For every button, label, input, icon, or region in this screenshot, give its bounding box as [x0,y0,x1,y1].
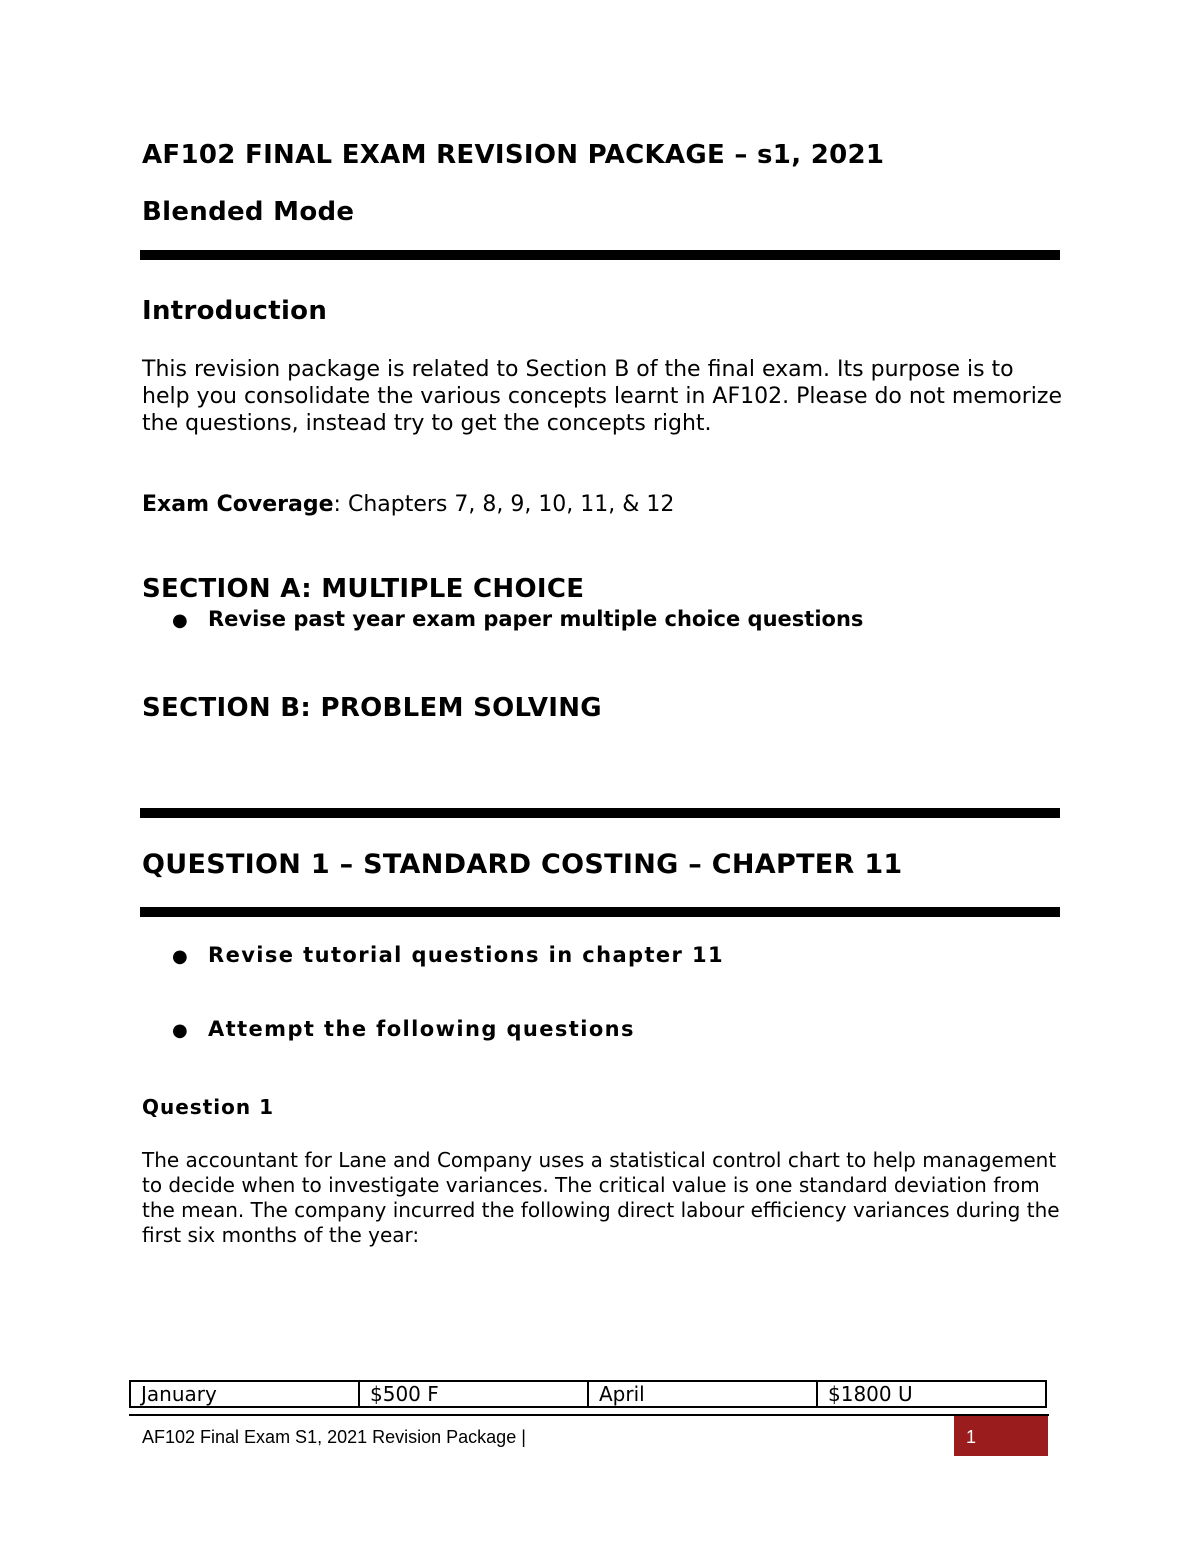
question-label: Question 1 [142,1095,274,1119]
table-cell: $500 F [359,1381,588,1407]
exam-coverage-label: Exam Coverage [142,492,334,517]
variance-table [129,1380,1047,1408]
question-bullet [172,943,724,967]
footer-divider [129,1414,1049,1416]
section-a-heading: SECTION A: MULTIPLE CHOICE [142,574,585,604]
bullet-text: Attempt the following questions [208,1017,635,1041]
table-cell: $1800 U [817,1381,1046,1407]
table-cell: January [130,1381,359,1407]
bullet-text: Revise tutorial questions in chapter 11 [208,943,725,967]
divider-rule [140,907,1060,917]
table-cell: April [588,1381,817,1407]
question-bullet [172,1017,635,1041]
page-number: 1 [966,1427,977,1447]
bullet-icon: ● [172,946,190,967]
question-block-heading: QUESTION 1 – STANDARD COSTING – CHAPTER 11 [142,849,903,880]
exam-coverage-value: : Chapters 7, 8, 9, 10, 11, & 12 [333,492,675,517]
table-row [130,1381,1046,1407]
divider-rule [140,250,1060,260]
page-number-badge [954,1416,1048,1456]
exam-coverage [142,492,674,517]
introduction-heading: Introduction [142,296,328,326]
section-b-heading: SECTION B: PROBLEM SOLVING [142,693,602,723]
question-text: The accountant for Lane and Company uses a statistical control chart to help management to decide when to investigate variances. The critical value is one standard deviation from the mean. The company incurred the following direct labour efficiency variances during the first six months of the year: [142,1148,1060,1247]
introduction-body: This revision package is related to Section B of the final exam. Its purpose is to help you consolidate the various concepts learnt in AF102. Please do not memorize the questions, instead try to get the concepts right. [142,357,1063,436]
bullet-icon: ● [172,1020,190,1041]
divider-rule [140,808,1060,818]
footer-text: AF102 Final Exam S1, 2021 Revision Package | [142,1427,526,1447]
document-subtitle: Blended Mode [142,197,355,227]
document-title: AF102 FINAL EXAM REVISION PACKAGE – s1, 2021 [142,140,885,170]
bullet-icon: ● [172,610,188,631]
bullet-text: Revise past year exam paper multiple choice questions [208,607,864,631]
section-a-bullet [172,607,863,631]
